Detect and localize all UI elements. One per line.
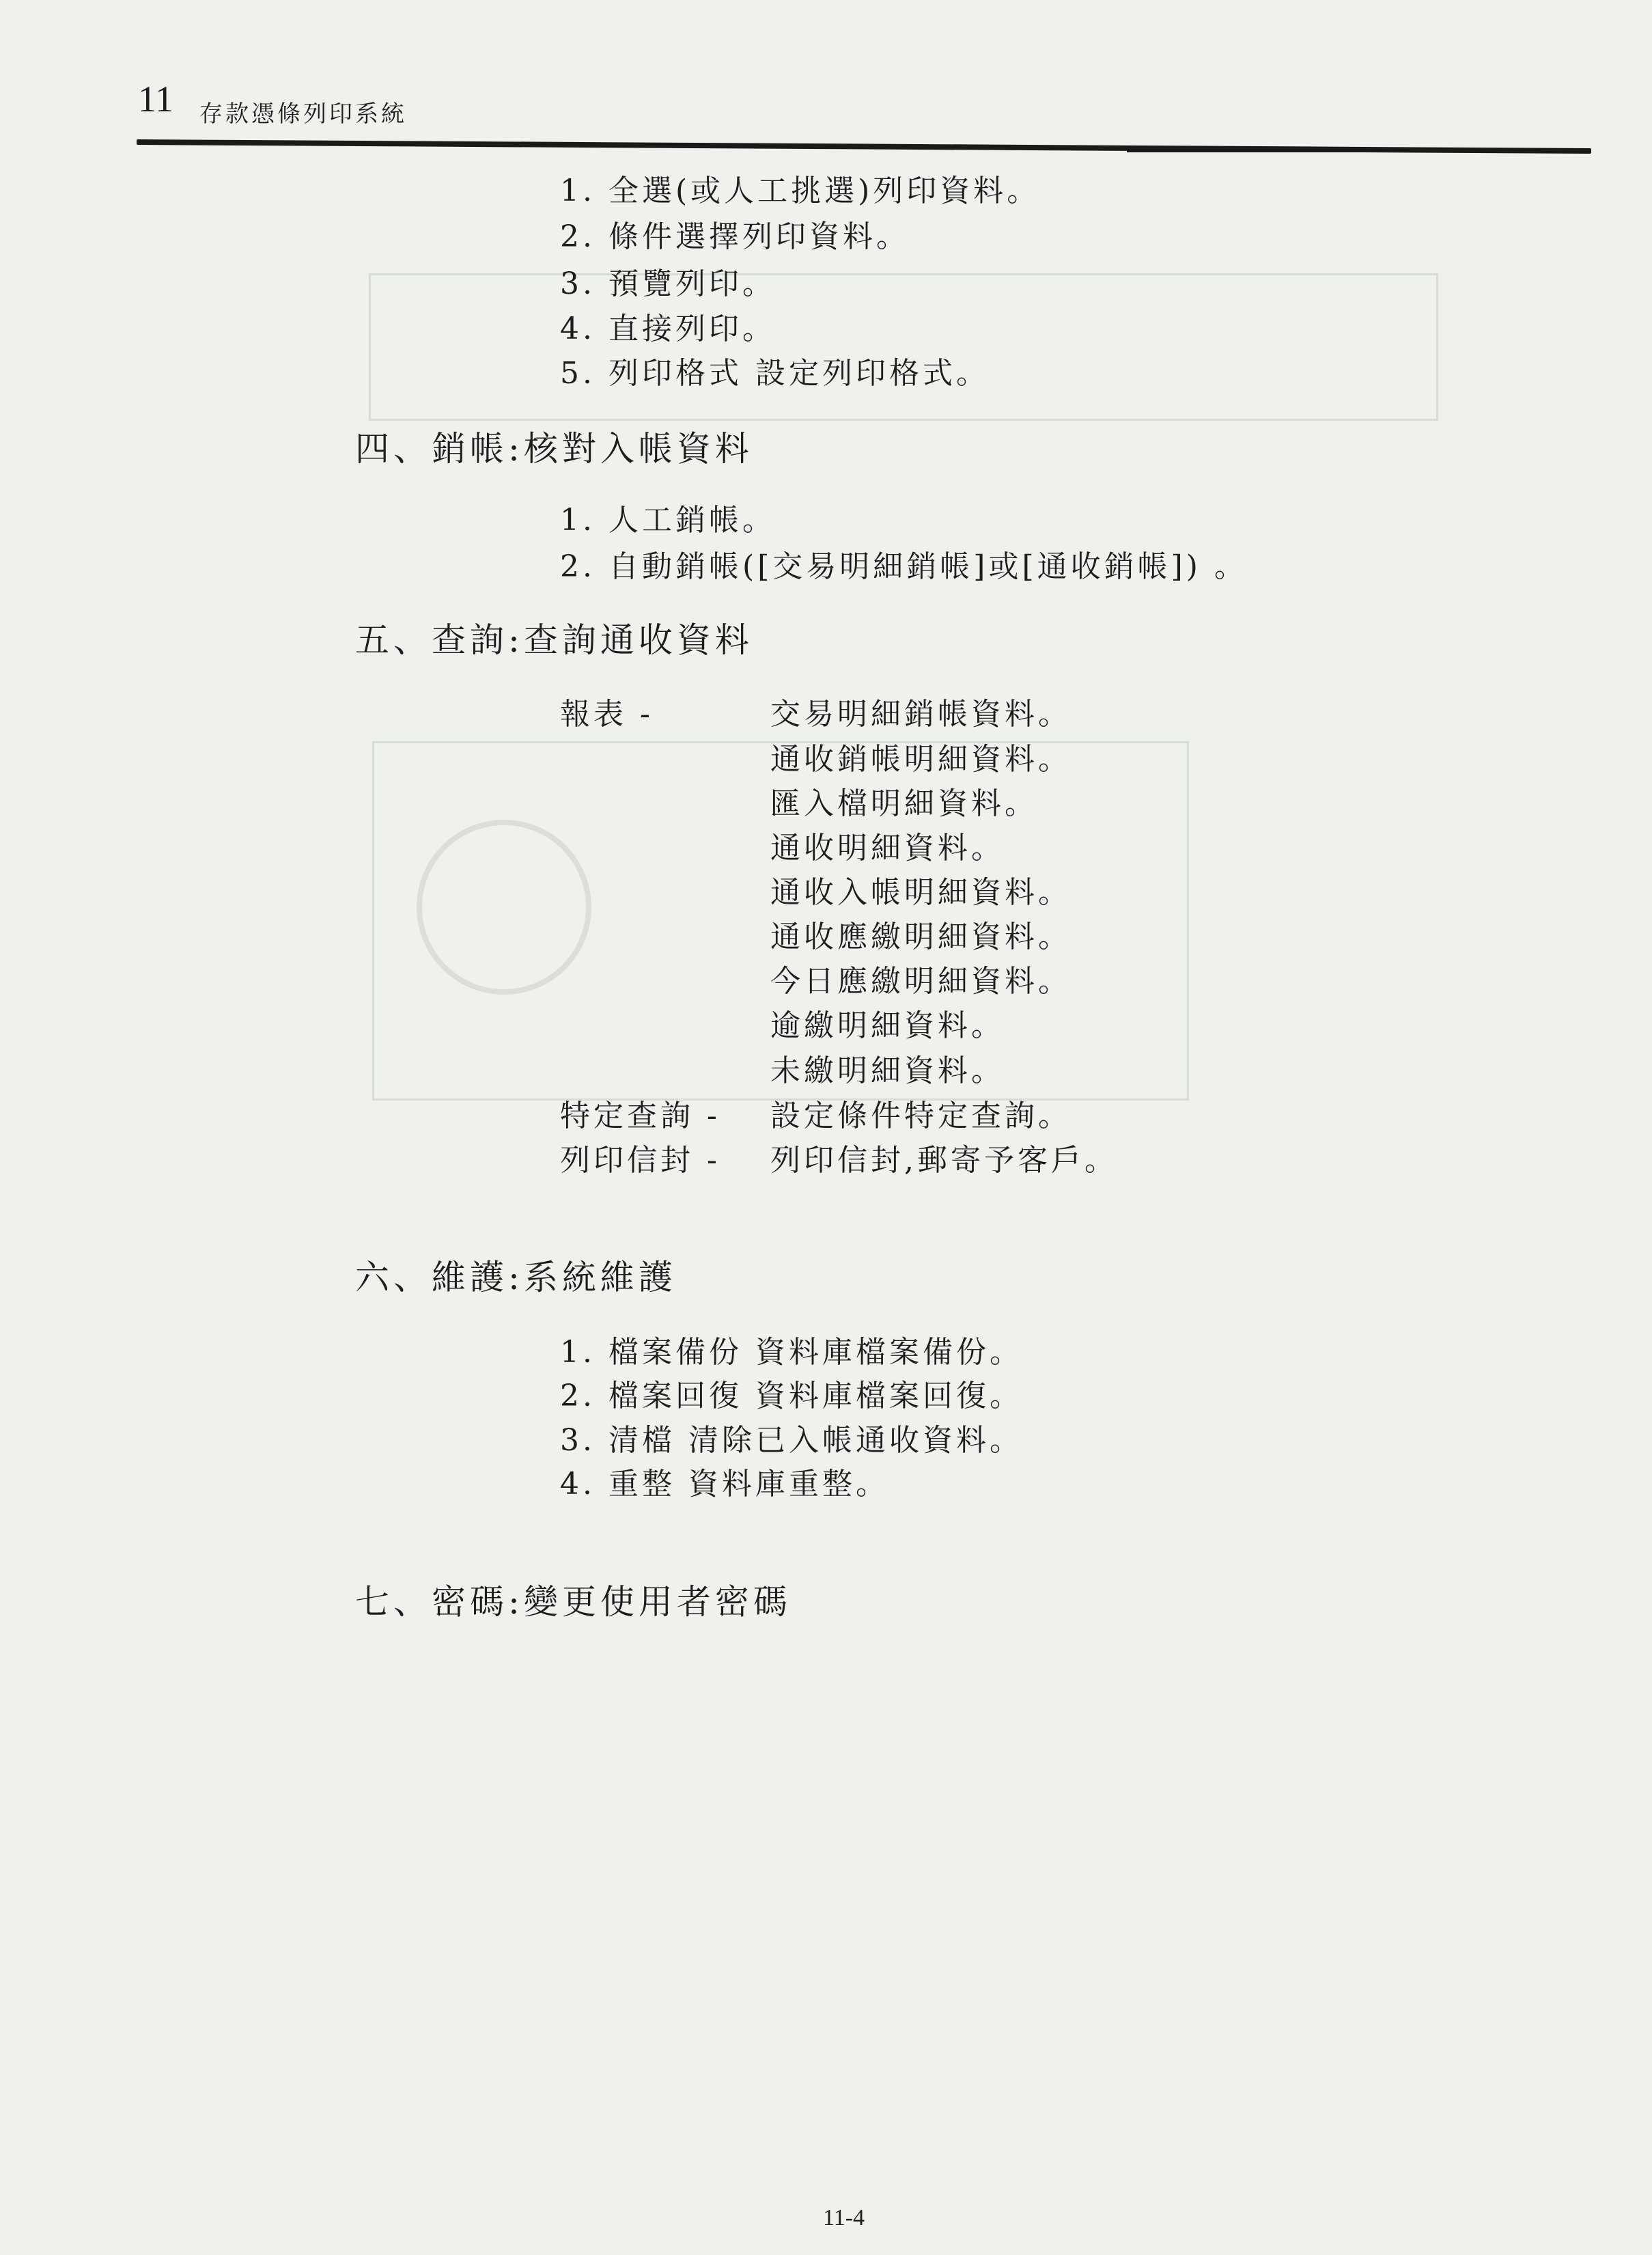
list-item: 3. 清檔 清除已入帳通收資料。	[560, 1423, 1023, 1458]
list-item: 2. 檔案回復 資料庫檔案回復。	[560, 1379, 1023, 1413]
list-item: 3. 預覽列印。	[560, 266, 776, 301]
report-item: 逾繳明細資料。	[770, 1008, 1005, 1043]
bleed-through-logo	[417, 820, 591, 995]
section-heading: 七、密碼:變更使用者密碼	[355, 1582, 792, 1622]
section-heading: 四、銷帳:核對入帳資料	[355, 429, 753, 469]
report-item: 今日應繳明細資料。	[770, 964, 1072, 999]
list-item: 1. 人工銷帳。	[560, 503, 776, 538]
list-item: 4. 重整 資料庫重整。	[560, 1467, 889, 1502]
section-heading: 六、維護:系統維護	[355, 1258, 677, 1297]
list-item: 1. 全選(或人工挑選)列印資料。	[560, 174, 1041, 208]
list-item: 4. 直接列印。	[560, 312, 776, 346]
envelope-desc: 列印信封,郵寄予客戶。	[770, 1143, 1118, 1178]
list-item: 1. 檔案備份 資料庫檔案備份。	[560, 1335, 1023, 1370]
chapter-number: 11	[138, 79, 173, 120]
report-item: 通收應繳明細資料。	[770, 919, 1072, 954]
report-item: 交易明細銷帳資料。	[770, 697, 1072, 732]
list-item: 2. 自動銷帳([交易明細銷帳]或[通收銷帳]) 。	[560, 549, 1248, 584]
special-query-desc: 設定條件特定查詢。	[770, 1098, 1072, 1133]
report-item: 通收明細資料。	[770, 831, 1005, 866]
envelope-label: 列印信封 -	[560, 1143, 720, 1178]
list-item: 2. 條件選擇列印資料。	[560, 219, 910, 254]
report-item: 未繳明細資料。	[770, 1053, 1005, 1088]
list-item: 5. 列印格式 設定列印格式。	[560, 356, 990, 391]
special-query-label: 特定查詢 -	[560, 1098, 720, 1133]
chapter-title: 存款憑條列印系統	[199, 100, 407, 128]
bleed-through-table	[369, 273, 1438, 421]
report-item: 通收入帳明細資料。	[770, 875, 1072, 910]
report-item: 匯入檔明細資料。	[770, 786, 1038, 821]
report-label: 報表 -	[560, 697, 654, 732]
page-number: 11-4	[823, 2205, 865, 2230]
report-item: 通收銷帳明細資料。	[770, 742, 1072, 777]
header-rule-thin	[1127, 150, 1591, 152]
section-heading: 五、查詢:查詢通收資料	[355, 620, 753, 660]
